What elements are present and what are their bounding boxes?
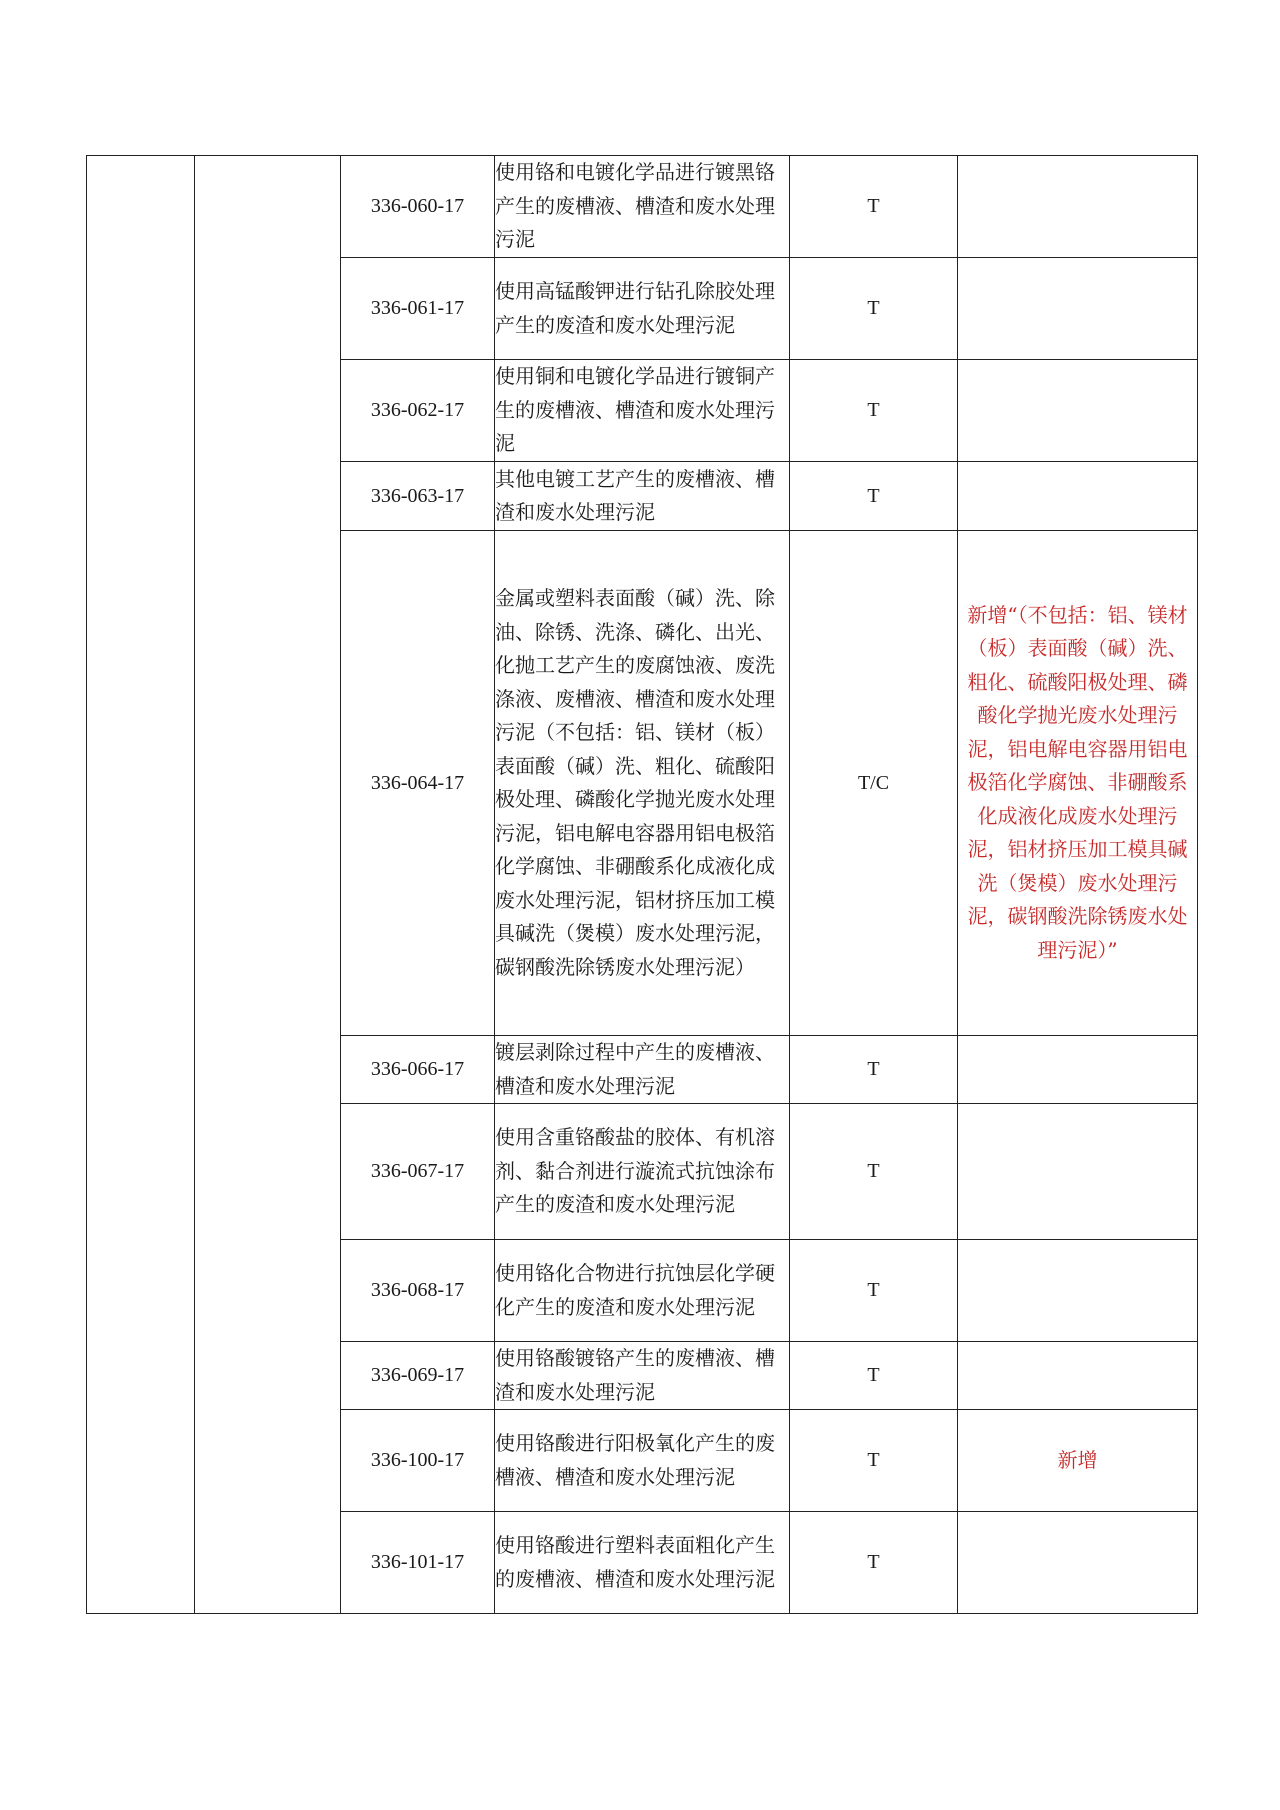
waste-code: 336-067-17	[341, 1104, 495, 1240]
waste-description: 使用铬和电镀化学品进行镀黑铬产生的废槽液、槽渣和废水处理污泥	[495, 156, 790, 258]
revision-note	[958, 258, 1198, 360]
hazard-characteristic: T	[790, 360, 958, 462]
waste-description: 使用铜和电镀化学品进行镀铜产生的废槽液、槽渣和废水处理污泥	[495, 360, 790, 462]
industry-category-cell	[87, 156, 195, 1614]
waste-code: 336-064-17	[341, 531, 495, 1036]
hazard-characteristic: T	[790, 462, 958, 531]
revision-note	[958, 1104, 1198, 1240]
revision-note	[958, 1036, 1198, 1104]
waste-code: 336-068-17	[341, 1240, 495, 1342]
waste-code: 336-060-17	[341, 156, 495, 258]
hazard-characteristic: T	[790, 1512, 958, 1614]
revision-note	[958, 1342, 1198, 1410]
revision-note	[958, 1512, 1198, 1614]
hazardous-waste-table	[86, 155, 1198, 1614]
waste-description: 使用铬酸进行阳极氧化产生的废槽液、槽渣和废水处理污泥	[495, 1410, 790, 1512]
table-row	[87, 156, 1198, 258]
waste-code: 336-100-17	[341, 1410, 495, 1512]
hazard-characteristic: T	[790, 1342, 958, 1410]
hazard-characteristic: T	[790, 1410, 958, 1512]
waste-description: 其他电镀工艺产生的废槽液、槽渣和废水处理污泥	[495, 462, 790, 531]
hazard-characteristic: T/C	[790, 531, 958, 1036]
waste-code: 336-062-17	[341, 360, 495, 462]
waste-description: 使用铬酸镀铬产生的废槽液、槽渣和废水处理污泥	[495, 1342, 790, 1410]
waste-code: 336-069-17	[341, 1342, 495, 1410]
revision-note	[958, 360, 1198, 462]
hazard-characteristic: T	[790, 1240, 958, 1342]
waste-description: 使用含重铬酸盐的胶体、有机溶剂、黏合剂进行漩流式抗蚀涂布产生的废渣和废水处理污泥	[495, 1104, 790, 1240]
hazard-characteristic: T	[790, 1104, 958, 1240]
waste-description: 使用铬化合物进行抗蚀层化学硬化产生的废渣和废水处理污泥	[495, 1240, 790, 1342]
waste-source-cell	[195, 156, 341, 1614]
waste-description: 金属或塑料表面酸（碱）洗、除油、除锈、洗涤、磷化、出光、化抛工艺产生的废腐蚀液、废洗涤液、废槽液、槽渣和废水处理污泥（不包括：铝、镁材（板）表面酸（碱）洗、粗化、硫酸阳极处理、磷酸化学抛光废水处理污泥，铝电解电容器用铝电极箔化学腐蚀、非硼酸系化成液化成废水处理污泥，铝材挤压加工模具碱洗（煲模）废水处理污泥，碳钢酸洗除锈废水处理污泥）	[495, 531, 790, 1036]
waste-description: 镀层剥除过程中产生的废槽液、槽渣和废水处理污泥	[495, 1036, 790, 1104]
waste-code: 336-066-17	[341, 1036, 495, 1104]
revision-note	[958, 462, 1198, 531]
revision-note	[958, 156, 1198, 258]
waste-description: 使用铬酸进行塑料表面粗化产生的废槽液、槽渣和废水处理污泥	[495, 1512, 790, 1614]
revision-note	[958, 1240, 1198, 1342]
waste-description: 使用高锰酸钾进行钻孔除胶处理产生的废渣和废水处理污泥	[495, 258, 790, 360]
revision-note: 新增	[958, 1410, 1198, 1512]
waste-code: 336-061-17	[341, 258, 495, 360]
waste-code: 336-063-17	[341, 462, 495, 531]
waste-code: 336-101-17	[341, 1512, 495, 1614]
revision-note: 新增“（不包括：铝、镁材（板）表面酸（碱）洗、粗化、硫酸阳极处理、磷酸化学抛光废水处理污泥，铝电解电容器用铝电极箔化学腐蚀、非硼酸系化成液化成废水处理污泥，铝材挤压加工模具碱洗（煲模）废水处理污泥，碳钢酸洗除锈废水处理污泥）”	[958, 531, 1198, 1036]
hazard-characteristic: T	[790, 1036, 958, 1104]
hazard-characteristic: T	[790, 258, 958, 360]
hazard-characteristic: T	[790, 156, 958, 258]
